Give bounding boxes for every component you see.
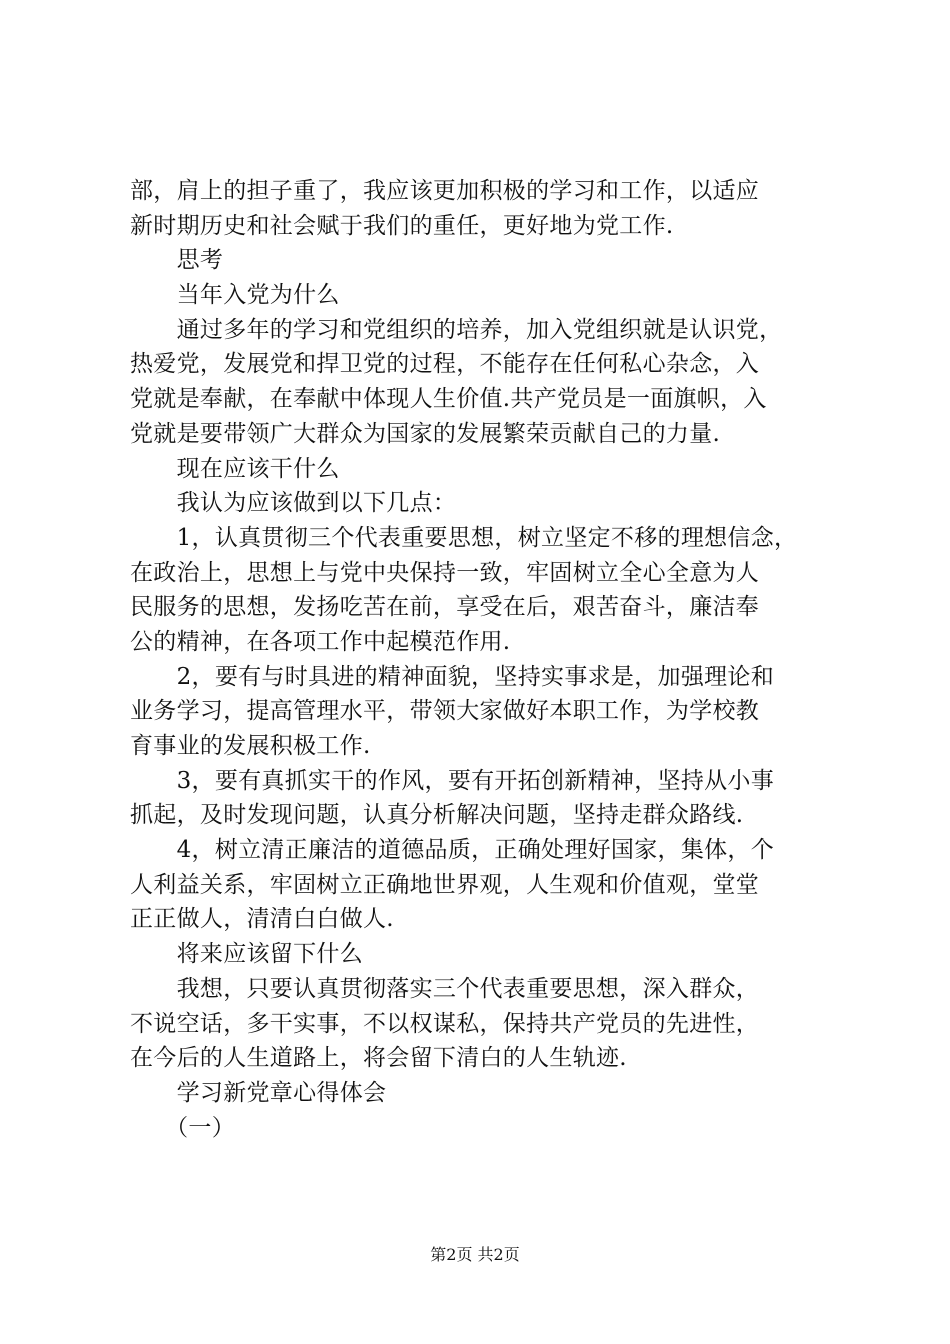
text-line: 新时期历史和社会赋于我们的重任，更好地为党工作. xyxy=(130,212,674,239)
section-heading: 思考 xyxy=(130,247,224,274)
text-line: 我想，只要认真贯彻落实三个代表重要思想，深入群众， xyxy=(130,975,760,1002)
text-line: 人利益关系，牢固树立正确地世界观，人生观和价值观，堂堂 xyxy=(130,871,760,898)
text-line: 1，认真贯彻三个代表重要思想，树立坚定不移的理想信念， xyxy=(130,524,798,551)
text-line: 通过多年的学习和党组织的培养，加入党组织就是认识党， xyxy=(130,316,783,343)
document-body xyxy=(130,174,830,1145)
section-heading: 当年入党为什么 xyxy=(130,282,340,309)
text-line: 不说空话，多干实事，不以权谋私，保持共产党员的先进性， xyxy=(130,1010,760,1037)
text-line: 热爱党，发展党和捍卫党的过程，不能存在任何私心杂念，入 xyxy=(130,351,760,378)
text-line: 在政治上，思想上与党中央保持一致，牢固树立全心全意为人 xyxy=(130,559,760,586)
text-line: 2，要有与时具进的精神面貌，坚持实事求是，加强理论和 xyxy=(130,663,775,690)
section-heading: 将来应该留下什么 xyxy=(130,941,363,968)
section-heading: （一） xyxy=(130,1114,235,1141)
text-line: 党就是要带领广大群众为国家的发展繁荣贡献自己的力量. xyxy=(130,420,721,447)
text-line: 抓起，及时发现问题，认真分析解决问题，坚持走群众路线. xyxy=(130,802,744,829)
text-line: 部，肩上的担子重了，我应该更加积极的学习和工作，以适应 xyxy=(130,178,760,204)
text-line: 公的精神，在各项工作中起模范作用. xyxy=(130,628,511,655)
page-footer: 第2页 共2页 xyxy=(430,1245,520,1264)
section-heading: 学习新党章心得体会 xyxy=(130,1079,387,1106)
text-line: 民服务的思想，发扬吃苦在前，享受在后，艰苦奋斗，廉洁奉 xyxy=(130,594,760,621)
section-heading: 现在应该干什么 xyxy=(130,455,340,482)
text-line: 在今后的人生道路上，将会留下清白的人生轨迹. xyxy=(130,1045,627,1072)
text-line: 育事业的发展积极工作. xyxy=(130,733,371,759)
text-line: 我认为应该做到以下几点： xyxy=(130,490,457,517)
text-line: 正正做人，清清白白做人. xyxy=(130,906,394,933)
text-line: 党就是奉献，在奉献中体现人生价值.共产党员是一面旗帜，入 xyxy=(130,386,767,413)
text-line: 4，树立清正廉洁的道德品质，正确处理好国家，集体，个 xyxy=(130,837,775,864)
text-line: 3，要有真抓实干的作风，要有开拓创新精神，坚持从小事 xyxy=(130,767,775,794)
text-line: 业务学习，提高管理水平，带领大家做好本职工作，为学校教 xyxy=(130,698,760,725)
